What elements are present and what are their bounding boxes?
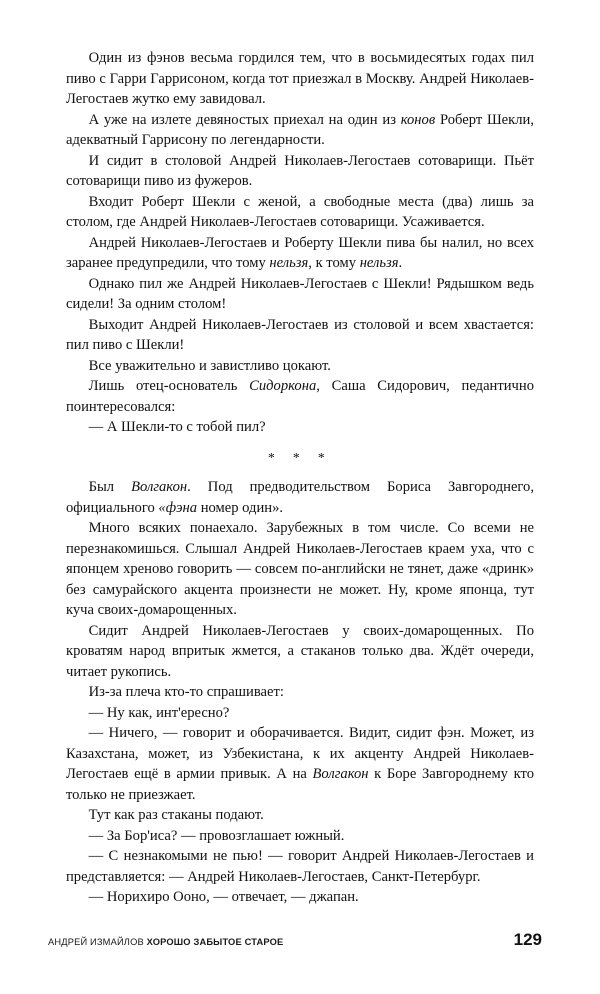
running-head-title: ХОРОШО ЗАБЫТОЕ СТАРОЕ (146, 937, 284, 947)
text-run: Все уважительно и завистливо цокают. (88, 357, 331, 374)
text-run: Сидит Андрей Николаев-Легостаев у своих-домарощенных. По кроватям народ впритык жмется, а стаканов только два. Ждёт очереди, читает рукопись. (66, 622, 534, 680)
text-run: — Норихиро Ооно, — отвечает, — джапан. (88, 889, 359, 906)
text-run: — С незнакомыми не пью! — говорит Андрей Николаев-Легостаев и представляется: — Андрей Николаев-Легостаев, Санкт-Петербург. (66, 848, 534, 885)
text-run: А уже на излете девяностых приехал на один из (88, 111, 401, 128)
italic-run: Сидоркона (249, 378, 317, 394)
text-run: Один из фэнов весьма гордился тем, что в восьмидесятых годах пил пиво с Гарри Гаррисоном, когда тот приезжал в Москву. Андрей Николаев-Легостаев жутко ему завидовал. (66, 50, 534, 107)
paragraph (66, 417, 534, 438)
text-run: Роберт Шекли, адекватный Гаррисону по легендарности. (66, 111, 534, 148)
text-run: Был (88, 479, 132, 496)
italic-run: конов (400, 111, 436, 128)
paragraph (66, 233, 534, 274)
text-run: , к тому (308, 255, 360, 271)
paragraph (66, 477, 534, 518)
text-run: . Под предводительством Бориса Завгороднего, официального (66, 479, 535, 516)
paragraph (66, 274, 534, 315)
text-run: Из-за плеча кто-то спрашивает: (88, 684, 284, 701)
page-footer (48, 930, 552, 950)
paragraph (66, 826, 534, 847)
text-block-second (66, 477, 534, 908)
paragraph (66, 723, 534, 805)
running-head-author: АНДРЕЙ ИЗМАЙЛОВ (48, 937, 144, 947)
paragraph (66, 48, 534, 110)
italic-run: «фэна (158, 499, 198, 516)
paragraph (66, 682, 534, 703)
italic-run: нельзя (359, 255, 399, 271)
text-run: Андрей Николаев-Легостаев и Роберту Шекли пива бы налил, но всех заранее предупредили, что тому (66, 234, 534, 271)
text-run: Много всяких понаехало. Зарубежных в том числе. Со всеми не перезнакомишься. Слышал Андрей Николаев-Легостаев краем уха, что с японцем хреново говорить — совсем по-английски не тянет, даже «дринк» без самурайского акцента произнести не может. Ну, кроме японца, тут куча своих-домарощенных. (66, 520, 534, 619)
italic-run: нельзя (269, 255, 309, 271)
paragraph (66, 887, 534, 908)
page-number: 129 (513, 930, 542, 949)
paragraph (66, 621, 534, 683)
paragraph (66, 151, 534, 192)
text-run: Выходит Андрей Николаев-Легостаев из столовой и всем хвастается: пил пиво с Шекли! (66, 316, 534, 353)
text-block-first (66, 48, 534, 438)
paragraph (66, 703, 534, 724)
text-run: — Ну как, инт'ересно? (88, 704, 230, 721)
text-run: Лишь отец-основатель (88, 378, 250, 394)
text-run: И сидит в столовой Андрей Николаев-Легостаев сотоварищи. Пьёт сотоварищи пиво из фужеров. (66, 152, 534, 189)
text-run: — Ничего, — говорит и оборачивается. Видит, сидит фэн. Может, из Казахстана, может, из Узбекистана, к их акценту Андрей Николаев-Легостаев ещё в армии привык. А на (66, 725, 534, 783)
text-run: — За Бор'иса? — провозглашает южный. (88, 827, 345, 844)
text-run: . (398, 255, 403, 271)
paragraph (66, 846, 534, 887)
text-run: Входит Роберт Шекли с женой, а свободные места (два) лишь за столом, где Андрей Николаев-Легостаев сотоварищи. Усаживается. (66, 193, 534, 230)
italic-run: Волгакон (312, 766, 369, 783)
paragraph (66, 805, 534, 826)
text-run: Однако пил же Андрей Николаев-Легостаев с Шекли! Рядышком ведь сидели! За одним столом! (66, 275, 534, 312)
text-run: Тут как раз стаканы подают. (88, 807, 264, 824)
running-head (48, 937, 283, 947)
italic-run: Волгакон (131, 479, 188, 496)
page-body (66, 48, 534, 908)
paragraph (66, 376, 534, 417)
text-run: . (279, 499, 284, 516)
text-run: номер один» (197, 499, 280, 516)
paragraph (66, 518, 534, 621)
text-run: — А Шекли-то с тобой пил? (88, 419, 266, 435)
paragraph (66, 315, 534, 356)
paragraph (66, 356, 534, 377)
paragraph (66, 110, 534, 151)
paragraph (66, 192, 534, 233)
text-run: , Саша Сидорович, педантично поинтересовался: (66, 378, 534, 415)
text-run: к Боре Завгороднему кто только не приезжает. (66, 766, 534, 803)
section-separator: * * * (267, 449, 333, 465)
